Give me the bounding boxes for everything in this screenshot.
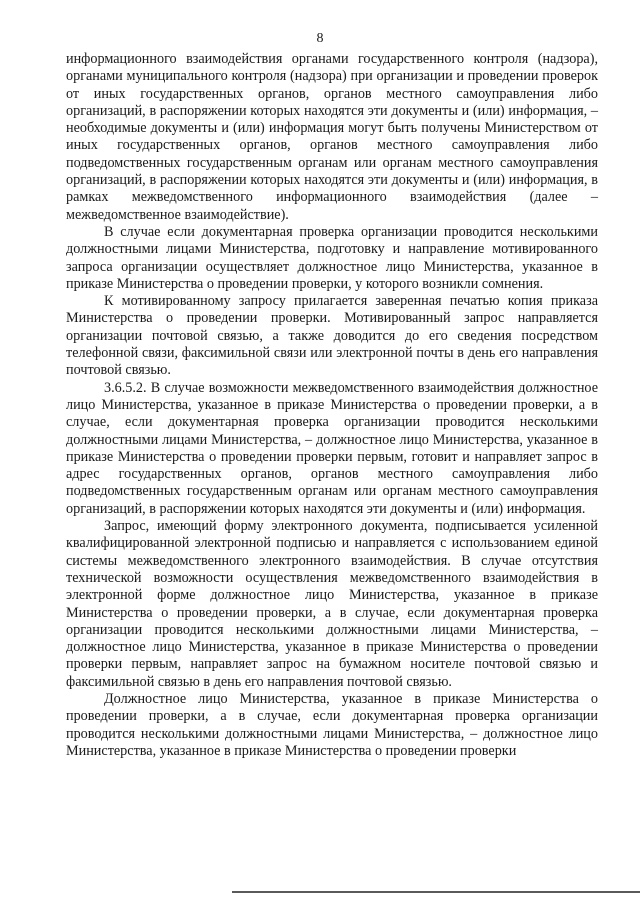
page-number: 8 (316, 31, 324, 46)
paragraph: Должностное лицо Министерства, указанное в приказе Министерства о проведении проверки, а в случае, если документарная проверка организации проводится несколькими должностными лицами Министерства, – должностное лицо Министерства, указанное в приказе Министерства о проведении проверки (66, 690, 598, 759)
scan-edge-line (232, 891, 640, 893)
paragraph: 3.6.5.2. В случае возможности межведомственного взаимодействия должностное лицо Министерства, указанное в приказе Министерства о проведении проверки, а в случае, если документарная проверка организации проводится несколькими должностными лицами Министерства, – должностное лицо Министерства, указанное в приказе Министерства о проведении проверки первым, готовит и направляет запрос в адрес государственных органов, органов местного самоуправления либо подведомственных государственным органам или органам местного самоуправления организаций, в распоряжении которых находятся эти документы и (или) информация. (66, 379, 598, 517)
document-body (66, 51, 598, 760)
paragraph: К мотивированному запросу прилагается заверенная печатью копия приказа Министерства о проведении проверки. Мотивированный запрос направляется организации почтовой связью, а также доводится до его сведения посредством телефонной связи, факсимильной связи или электронной почты в день его направления почтовой связью. (66, 293, 598, 379)
paragraph-continuation: информационного взаимодействия органами государственного контроля (надзора), органами муниципального контроля (надзора) при организации и проведении проверок от иных государственных органов, органов местного самоуправления либо организаций, в распоряжении которых находятся эти документы и (или) информация, – необходимые документы и (или) информация могут быть получены Министерством от иных государственных органов, органов местного самоуправления либо подведомственных государственным органам или органам местного самоуправления организаций, в распоряжении которых находятся эти документы и (или) информация, в рамках межведомственного информационного взаимодействия (далее – межведомственное взаимодействие). (66, 51, 598, 223)
paragraph: Запрос, имеющий форму электронного документа, подписывается усиленной квалифицированной электронной подписью и направляется с использованием единой системы межведомственного электронного взаимодействия. В случае отсутствия технической возможности осуществления межведомственного взаимодействия в электронной форме должностное лицо Министерства, указанное в приказе Министерства о проведении проверки, а в случае, если документарная проверка организации проводится несколькими должностными лицами Министерства, – должностное лицо Министерства, указанное в приказе Министерства о проведении проверки первым, направляет запрос на бумажном носителе почтовой связью и факсимильной связью в день его направления почтовой связью. (66, 518, 598, 690)
paragraph: В случае если документарная проверка организации проводится несколькими должностными лицами Министерства, подготовку и направление мотивированного запроса организации осуществляет должностное лицо Министерства, указанное в приказе Министерства о проведении проверки, у которого возникли сомнения. (66, 223, 598, 292)
